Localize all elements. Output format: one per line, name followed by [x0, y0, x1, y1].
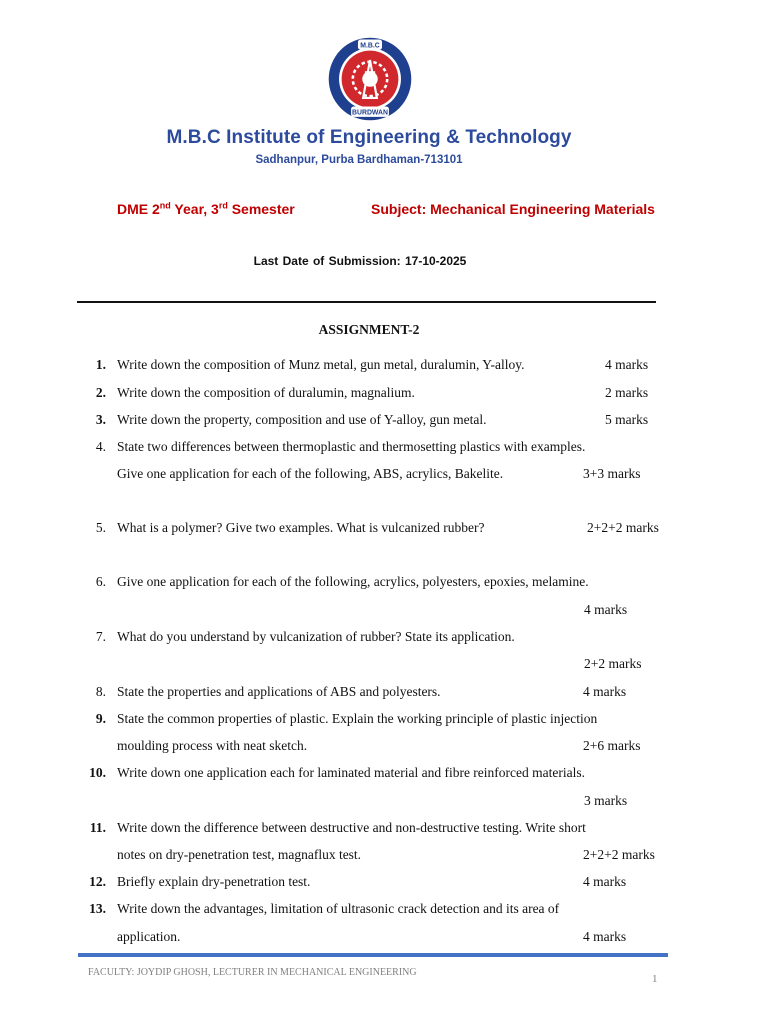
question-text: State two differences between thermoplastic and thermosetting plastics with examples.: [117, 439, 586, 454]
course-info: [117, 201, 295, 217]
question-text: Write down the composition of duralumin, magnalium.: [117, 385, 415, 400]
question-text: Write down one application each for laminated material and fibre reinforced materials.: [117, 765, 585, 780]
question-marks: 2+2 marks: [584, 656, 642, 671]
institute-address: Sadhanpur, Purba Bardhaman-713101: [255, 154, 463, 166]
question-text: State the properties and applications of ABS and polyesters.: [117, 684, 441, 699]
question-marks: 4 marks: [584, 602, 628, 617]
question-number: 5.: [95, 520, 106, 535]
assignment-title: ASSIGNMENT-2: [318, 322, 420, 337]
question-text: Write down the advantages, limitation of ultrasonic crack detection and its area of: [117, 901, 560, 916]
question-text: Write down the difference between destructive and non-destructive testing. Write short: [117, 820, 586, 835]
question-text: What is a polymer? Give two examples. What is vulcanized rubber?: [117, 520, 485, 535]
question-text: State the common properties of plastic. Explain the working principle of plastic injection: [117, 711, 598, 726]
question-number: 2.: [95, 385, 106, 400]
question-text: What do you understand by vulcanization of rubber? State its application.: [117, 629, 515, 644]
question-marks: 4 marks: [583, 684, 627, 699]
course-prefix: DME 2: [117, 201, 160, 217]
question-text: application.: [117, 929, 181, 944]
question-number: 7.: [95, 629, 106, 644]
question-number: 3.: [95, 412, 106, 427]
question-text: Write down the property, composition and use of Y-alloy, gun metal.: [117, 412, 487, 427]
question-number: 4.: [95, 439, 106, 454]
question-marks: 5 marks: [605, 412, 649, 427]
question-number: 10.: [89, 765, 106, 780]
question-text: notes on dry-penetration test, magnaflux test.: [117, 847, 362, 862]
course-suffix: Semester: [227, 201, 295, 217]
question-marks: 2+2+2 marks: [583, 847, 655, 862]
question-marks: 2 marks: [605, 385, 649, 400]
course-sup-rd: rd: [218, 200, 228, 211]
institute-logo: [327, 36, 413, 122]
page-number: 1: [652, 973, 658, 985]
question-marks: 2+2+2 marks: [587, 520, 659, 535]
course-sup-nd: nd: [159, 200, 171, 211]
question-number: 1.: [95, 357, 106, 372]
header-divider: [77, 301, 656, 303]
question-marks: 4 marks: [583, 929, 627, 944]
submission-deadline: Last Date of Submission: 17-10-2025: [253, 254, 467, 268]
question-text: moulding process with neat sketch.: [117, 738, 308, 753]
question-number: 11.: [89, 820, 106, 835]
question-marks: 2+6 marks: [583, 738, 641, 753]
subject-title: Subject: Mechanical Engineering Materials: [371, 201, 655, 217]
question-marks: 3 marks: [584, 793, 628, 808]
footer-faculty: FACULTY: JOYDIP GHOSH, LECTURER IN MECHANICAL ENGINEERING: [88, 967, 417, 978]
question-number: 8.: [95, 684, 106, 699]
course-mid: Year, 3: [170, 201, 219, 217]
question-number: 9.: [95, 711, 106, 726]
logo-top-text: M.B.C: [360, 42, 380, 50]
institute-name: M.B.C Institute of Engineering & Technology: [166, 127, 572, 148]
question-number: 13.: [89, 901, 106, 916]
question-marks: 4 marks: [583, 874, 627, 889]
question-text: Write down the composition of Munz metal, gun metal, duralumin, Y-alloy.: [117, 357, 525, 372]
logo-bottom-text: BURDWAN: [352, 109, 388, 117]
question-number: 12.: [89, 874, 106, 889]
question-text: Give one application for each of the following, acrylics, polyesters, epoxies, melamine.: [117, 574, 589, 589]
question-number: 6.: [95, 574, 106, 589]
question-marks: 4 marks: [605, 357, 649, 372]
question-text: Give one application for each of the following, ABS, acrylics, Bakelite.: [117, 466, 504, 481]
footer-divider: [78, 953, 668, 957]
question-marks: 3+3 marks: [583, 466, 641, 481]
question-text: Briefly explain dry-penetration test.: [117, 874, 311, 889]
